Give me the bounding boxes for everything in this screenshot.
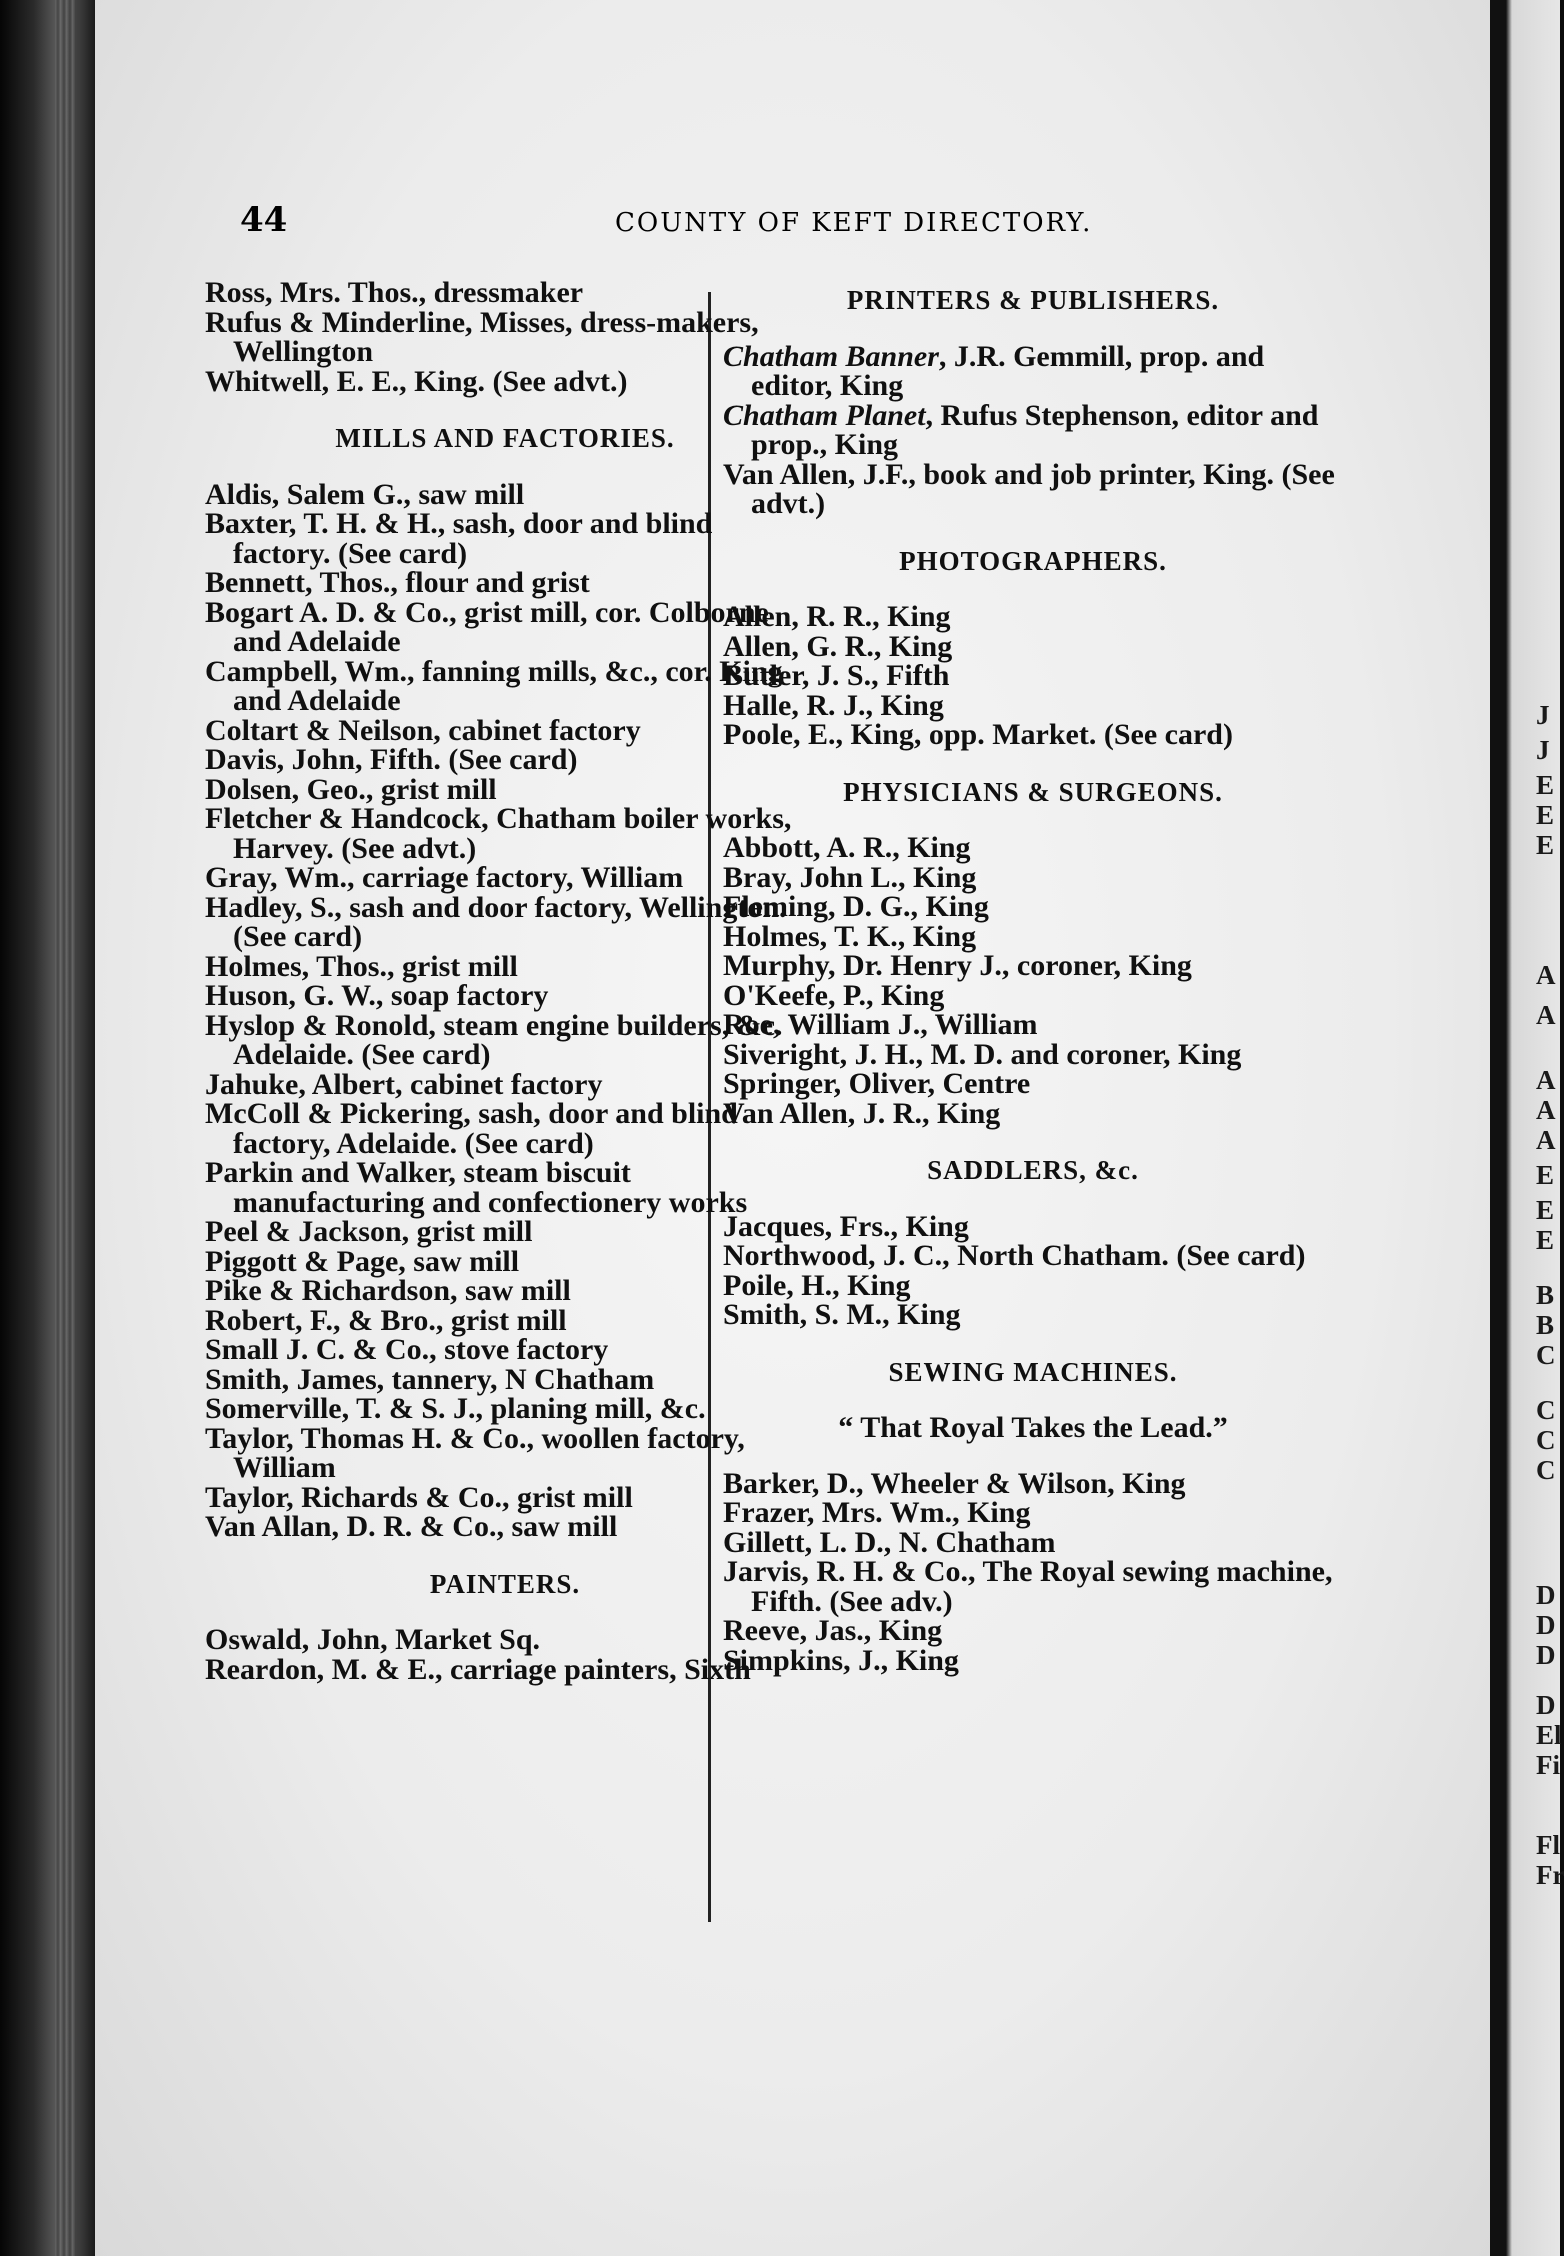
directory-entry: Poile, H., King [723, 1268, 911, 1302]
saddlers-heading: SADDLERS, &c. [927, 1155, 1139, 1185]
directory-entry: Campbell, Wm., fanning mills, &c., cor. King and Adelaide [205, 654, 783, 717]
directory-entry: Jacques, Frs., King [723, 1209, 969, 1243]
book-binding [0, 0, 95, 2256]
directory-entry: Fletcher & Handcock, Chatham boiler works, Harvey. (See advt.) [205, 802, 792, 865]
opposite-page-letter: B [1536, 1310, 1555, 1340]
directory-entry: Ross, Mrs. Thos., dressmaker [205, 276, 584, 309]
opposite-page-letter: E [1536, 1225, 1555, 1255]
opposite-page-letter: A [1536, 1095, 1556, 1125]
photographers-heading: PHOTOGRAPHERS. [899, 545, 1167, 576]
directory-entry: Murphy, Dr. Henry J., coroner, King [723, 949, 1192, 982]
directory-entry: Baxter, T. H. & H., sash, door and blind factory. (See card) [205, 507, 713, 570]
directory-entry: Huson, G. W., soap factory [205, 979, 549, 1012]
directory-entry: Gillett, L. D., N. Chatham [723, 1525, 1056, 1559]
opposite-page-letter: A [1536, 1125, 1556, 1155]
opposite-page-letter: Fr [1536, 1860, 1564, 1890]
page-header [240, 196, 1340, 256]
directory-entry: Barker, D., Wheeler & Wilson, King [723, 1466, 1186, 1500]
directory-entry: Roe, William J., William [723, 1008, 1038, 1041]
directory-entry: Holmes, Thos., grist mill [205, 949, 518, 983]
continued-entries [205, 278, 805, 396]
directory-entry: Whitwell, E. E., King. (See advt.) [205, 364, 628, 398]
painters-heading: PAINTERS. [429, 1568, 581, 1599]
sewing-motto: “ That Royal Takes the Lead.” [838, 1411, 1228, 1444]
directory-entry: Hyslop & Ronold, steam engine builders, &c. Adelaide. (See card) [205, 1008, 783, 1071]
page-edges [55, 0, 75, 2256]
directory-entry [723, 457, 1343, 520]
directory-entry: Van Allan, D. R. & Co., saw mill [205, 1510, 618, 1543]
directory-entry [723, 339, 1343, 402]
directory-entry: Peel & Jackson, grist mill [205, 1215, 533, 1248]
opposite-page-letter: E [1536, 770, 1555, 800]
opposite-page-letter: Fi [1536, 1750, 1560, 1780]
printers-list [723, 339, 1343, 520]
directory-entry: Pike & Richardson, saw mill [205, 1274, 571, 1307]
opposite-page-letter: E [1536, 800, 1555, 830]
directory-entry: Coltart & Neilson, cabinet factory [205, 713, 641, 747]
printers-heading: PRINTERS & PUBLISHERS. [846, 285, 1220, 315]
sewing-list [723, 1466, 1343, 1677]
directory-entry: O'Keefe, P., King [723, 978, 945, 1012]
directory-entry: Davis, John, Fifth. (See card) [205, 743, 578, 776]
right-column [723, 278, 1343, 1675]
opposite-page-letter: D [1536, 1610, 1556, 1640]
directory-entry: Van Allen, J. R., King [723, 1096, 1001, 1130]
publication-name: Chatham Banner [723, 339, 939, 373]
directory-entry: Bray, John L., King [723, 860, 977, 894]
directory-entry: Jahuke, Albert, cabinet factory [205, 1067, 603, 1101]
painters-list [205, 1625, 805, 1684]
opposite-page-letter: Fl [1536, 1830, 1560, 1860]
running-title: COUNTY OF KEFT DIRECTORY. [615, 208, 1093, 238]
sewing-heading: SEWING MACHINES. [888, 1356, 1178, 1387]
publication-name: Chatham Planet [723, 398, 926, 432]
directory-entry: Abbott, A. R., King [723, 831, 971, 864]
directory-entry: Oswald, John, Market Sq. [205, 1623, 541, 1656]
opposite-page-letter: C [1536, 1425, 1556, 1455]
publication-details: , J.R. Gemmill, prop. and editor, King [751, 339, 1265, 402]
opposite-page-letter: C [1536, 1340, 1556, 1370]
physicians-list [723, 833, 1343, 1128]
directory-entry: Allen, G. R., King [723, 629, 953, 663]
opposite-page-letter: E [1536, 1195, 1555, 1225]
directory-entry: Taylor, Richards & Co., grist mill [205, 1480, 633, 1514]
directory-entry: Northwood, J. C., North Chatham. (See card) [723, 1239, 1306, 1272]
physicians-heading: PHYSICIANS & SURGEONS. [843, 776, 1223, 807]
directory-entry: Rufus & Minderline, Misses, dress-makers, Wellington [205, 305, 759, 368]
opposite-page-letter: B [1536, 1280, 1555, 1310]
opposite-page-letter: A [1536, 1065, 1556, 1095]
directory-entry: Butler, J. S., Fifth [723, 659, 950, 692]
directory-entry: Simpkins, J., King [723, 1643, 959, 1677]
directory-entry: Halle, R. J., King [723, 688, 944, 722]
publication-details: , Rufus Stephenson, editor and prop., King [751, 398, 1319, 461]
opposite-page-letter: C [1536, 1455, 1556, 1485]
saddlers-list [723, 1209, 1343, 1331]
directory-entry: Holmes, T. K., King [723, 919, 977, 953]
opposite-page-letter: A [1536, 1000, 1556, 1030]
opposite-page-letter: D [1536, 1640, 1556, 1670]
mills-heading: MILLS AND FACTORIES. [335, 423, 675, 453]
directory-entry: Gray, Wm., carriage factory, William [205, 861, 684, 894]
directory-entry: Fleming, D. G., King [723, 890, 989, 923]
opposite-page-edge [1490, 0, 1564, 2256]
opposite-page-letter: E [1536, 1160, 1555, 1190]
directory-entry: Piggott & Page, saw mill [205, 1244, 520, 1278]
directory-entry: Frazer, Mrs. Wm., King [723, 1496, 1031, 1529]
directory-entry: Smith, S. M., King [723, 1298, 961, 1331]
directory-entry: Robert, F., & Bro., grist mill [205, 1303, 567, 1337]
opposite-page-letter: J [1536, 700, 1550, 730]
directory-entry: Somerville, T. & S. J., planing mill, &c. [205, 1392, 706, 1425]
directory-entry: McColl & Pickering, sash, door and blind factory, Adelaide. (See card) [205, 1097, 738, 1160]
directory-entry: Smith, James, tannery, N Chatham [205, 1362, 655, 1396]
directory-entry: Reeve, Jas., King [723, 1614, 943, 1647]
mills-list [205, 477, 805, 1543]
left-column [205, 278, 805, 1684]
directory-entry: Jarvis, R. H. & Co., The Royal sewing machine, Fifth. (See adv.) [723, 1555, 1333, 1618]
opposite-page-letter: A [1536, 960, 1556, 990]
directory-entry: Bogart A. D. & Co., grist mill, cor. Colborne and Adelaide [205, 595, 769, 658]
directory-entry: Bennett, Thos., flour and grist [205, 566, 590, 599]
directory-entry: Taylor, Thomas H. & Co., woollen factory, William [205, 1421, 745, 1484]
opposite-page-letter: E [1536, 830, 1555, 860]
opposite-page-letter: J [1536, 735, 1550, 765]
opposite-page-letter: D [1536, 1690, 1556, 1720]
publication-details: Van Allen, J.F., book and job printer, King. (See advt.) [723, 457, 1335, 520]
directory-entry: Reardon, M. & E., carriage painters, Sixth [205, 1652, 751, 1686]
photographers-list [723, 602, 1343, 750]
directory-entry: Small J. C. & Co., stove factory [205, 1333, 609, 1366]
directory-entry [723, 398, 1343, 461]
directory-entry: Springer, Oliver, Centre [723, 1067, 1031, 1100]
opposite-page-letter: El [1536, 1720, 1562, 1750]
directory-entry: Hadley, S., sash and door factory, Wellington. (See card) [205, 890, 787, 953]
directory-entry: Parkin and Walker, steam biscuit manufacturing and confectionery works [205, 1156, 748, 1219]
directory-entry: Poole, E., King, opp. Market. (See card) [723, 718, 1233, 751]
opposite-page-letter: C [1536, 1395, 1556, 1425]
directory-entry: Dolsen, Geo., grist mill [205, 772, 497, 806]
page-number: 44 [240, 200, 288, 240]
directory-entry: Aldis, Salem G., saw mill [205, 477, 525, 511]
directory-entry: Allen, R. R., King [723, 600, 951, 633]
opposite-page-letter: D [1536, 1580, 1556, 1610]
directory-entry: Siveright, J. H., M. D. and coroner, King [723, 1037, 1242, 1071]
